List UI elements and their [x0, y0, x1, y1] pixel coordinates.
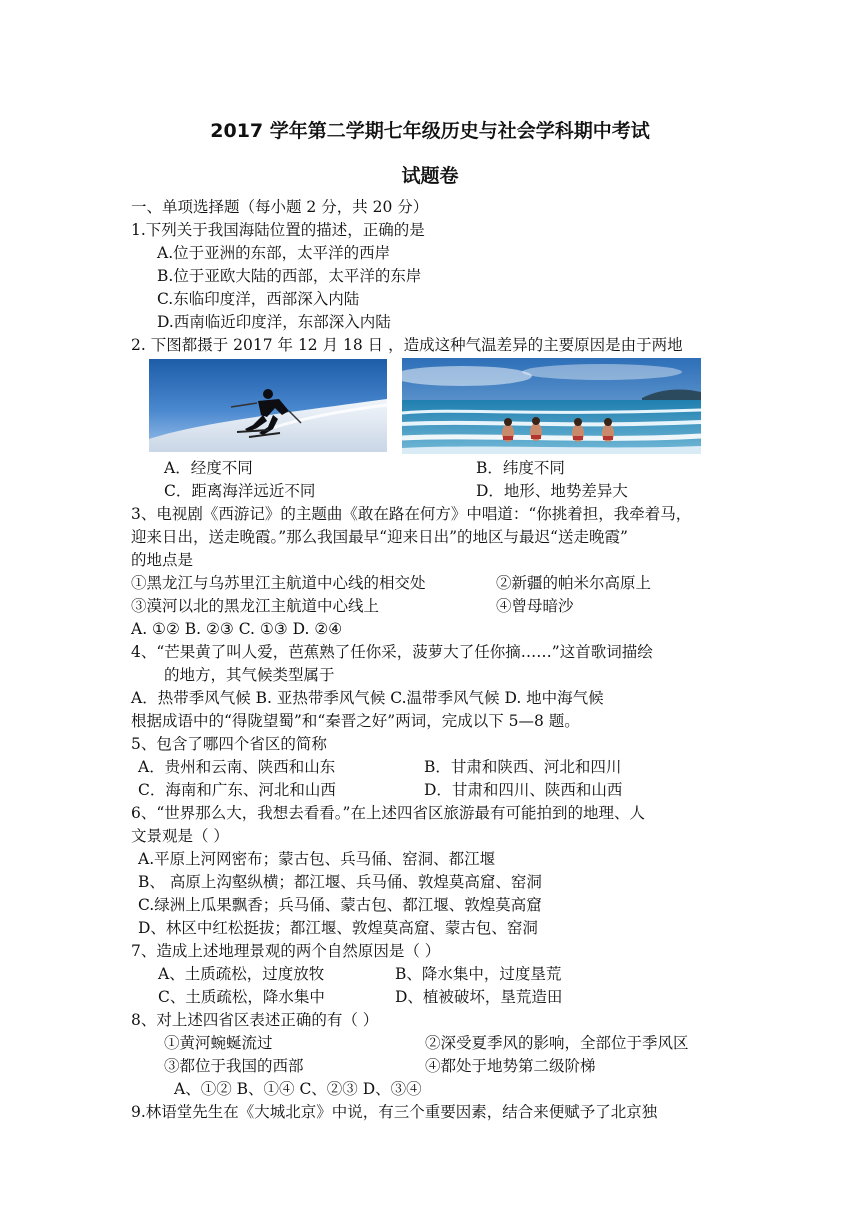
question-5: 5、包含了哪四个省区的简称 — [131, 735, 327, 753]
question-4-line-2: 的地方，其气候类型属于 — [164, 666, 335, 684]
option-8-1: ①黄河蜿蜒流过 — [164, 1034, 273, 1052]
question-8: 8、对上述四省区表述正确的有（ ） — [131, 1011, 379, 1029]
question-4-line-1: 4、“芒果黄了叫人爱，芭蕉熟了任你采，菠萝大了任你摘……”这首歌词描绘 — [131, 643, 653, 661]
option-2b: B．纬度不同 — [476, 459, 565, 477]
option-3-3: ③漠河以北的黑龙江主航道中心线上 — [131, 597, 380, 615]
option-7c: C、土质疏松，降水集中 — [158, 988, 325, 1006]
option-2d: D．地形、地势差异大 — [476, 482, 628, 500]
option-5c: C．海南和广东、河北和山西 — [138, 781, 336, 799]
option-5a: A．贵州和云南、陕西和山东 — [138, 758, 336, 776]
option-3-2: ②新疆的帕米尔高原上 — [496, 574, 652, 592]
option-1b: B.位于亚欧大陆的西部，太平洋的东岸 — [157, 267, 422, 285]
option-6b: B、 高原上沟壑纵横；都江堰、兵马俑、敦煌莫高窟、窑洞 — [138, 873, 542, 891]
question-9: 9.林语堂先生在《大城北京》中说，有三个重要因素，结合来便赋予了北京独 — [131, 1103, 658, 1121]
option-7b: B、降水集中，过度垦荒 — [395, 965, 562, 983]
skier-photo — [149, 359, 387, 452]
exam-subtitle: 试题卷 — [401, 165, 459, 187]
beach-photo — [402, 358, 701, 454]
group-instruction: 根据成语中的“得陇望蜀”和“秦晋之好”两词，完成以下 5—8 题。 — [131, 712, 580, 730]
option-6d: D、林区中红松挺拔；都江堰、敦煌莫高窟、蒙古包、窑洞 — [138, 919, 538, 937]
option-2c: C．距离海洋远近不同 — [164, 482, 316, 500]
option-3-4: ④曾母暗沙 — [496, 597, 574, 615]
option-8-4: ④都处于地势第二级阶梯 — [425, 1057, 596, 1075]
option-1a: A.位于亚洲的东部，太平洋的西岸 — [157, 244, 391, 262]
question-3-line-2: 迎来日出，送走晚霞。”那么我国最早“迎来日出”的地区与最迟“送走晚霞” — [131, 528, 628, 546]
options-8: A、①② B、①④ C、②③ D、③④ — [174, 1080, 422, 1098]
option-1d: D.西南临近印度洋，东部深入内陆 — [157, 313, 391, 331]
option-2a: A．经度不同 — [164, 459, 253, 477]
option-6a: A.平原上河网密布；蒙古包、兵马俑、窑洞、都江堰 — [138, 850, 496, 868]
options-3: A. ①② B. ②③ C. ①③ D. ②④ — [131, 620, 343, 638]
question-1: 1.下列关于我国海陆位置的描述，正确的是 — [131, 221, 425, 239]
option-8-2: ②深受夏季风的影响，全部位于季风区 — [425, 1034, 689, 1052]
option-7a: A、土质疏松，过度放牧 — [158, 965, 325, 983]
question-6-line-1: 6、“世界那么大，我想去看看。”在上述四省区旅游最有可能拍到的地理、人 — [131, 804, 645, 822]
section-heading: 一、单项选择题（每小题 2 分，共 20 分） — [131, 198, 429, 216]
option-7d: D、植被破坏，垦荒造田 — [395, 988, 563, 1006]
question-7: 7、造成上述地理景观的两个自然原因是（ ） — [131, 942, 441, 960]
option-5b: B．甘肃和陕西、河北和四川 — [424, 758, 622, 776]
option-8-3: ③都位于我国的西部 — [164, 1057, 304, 1075]
question-6-line-2: 文景观是（ ） — [131, 827, 229, 845]
options-4: A．热带季风气候 B. 亚热带季风气候 C.温带季风气候 D. 地中海气候 — [131, 689, 604, 707]
question-3-line-3: 的地点是 — [131, 551, 194, 569]
option-5d: D．甘肃和四川、陕西和山西 — [424, 781, 623, 799]
question-3-line-1: 3、电视剧《西游记》的主题曲《敢在路在何方》中唱道：“你挑着担，我牵着马， — [131, 505, 692, 523]
option-1c: C.东临印度洋，西部深入内陆 — [157, 290, 360, 308]
option-6c: C.绿洲上瓜果飘香；兵马俑、蒙古包、都江堰、敦煌莫高窟 — [138, 896, 542, 914]
question-2: 2. 下图都摄于 2017 年 12 月 18 日 ，造成这种气温差异的主要原因是由于两地 — [131, 336, 683, 354]
exam-title: 2017 学年第二学期七年级历史与社会学科期中考试 — [210, 120, 650, 142]
option-3-1: ①黑龙江与乌苏里江主航道中心线的相交处 — [131, 574, 426, 592]
